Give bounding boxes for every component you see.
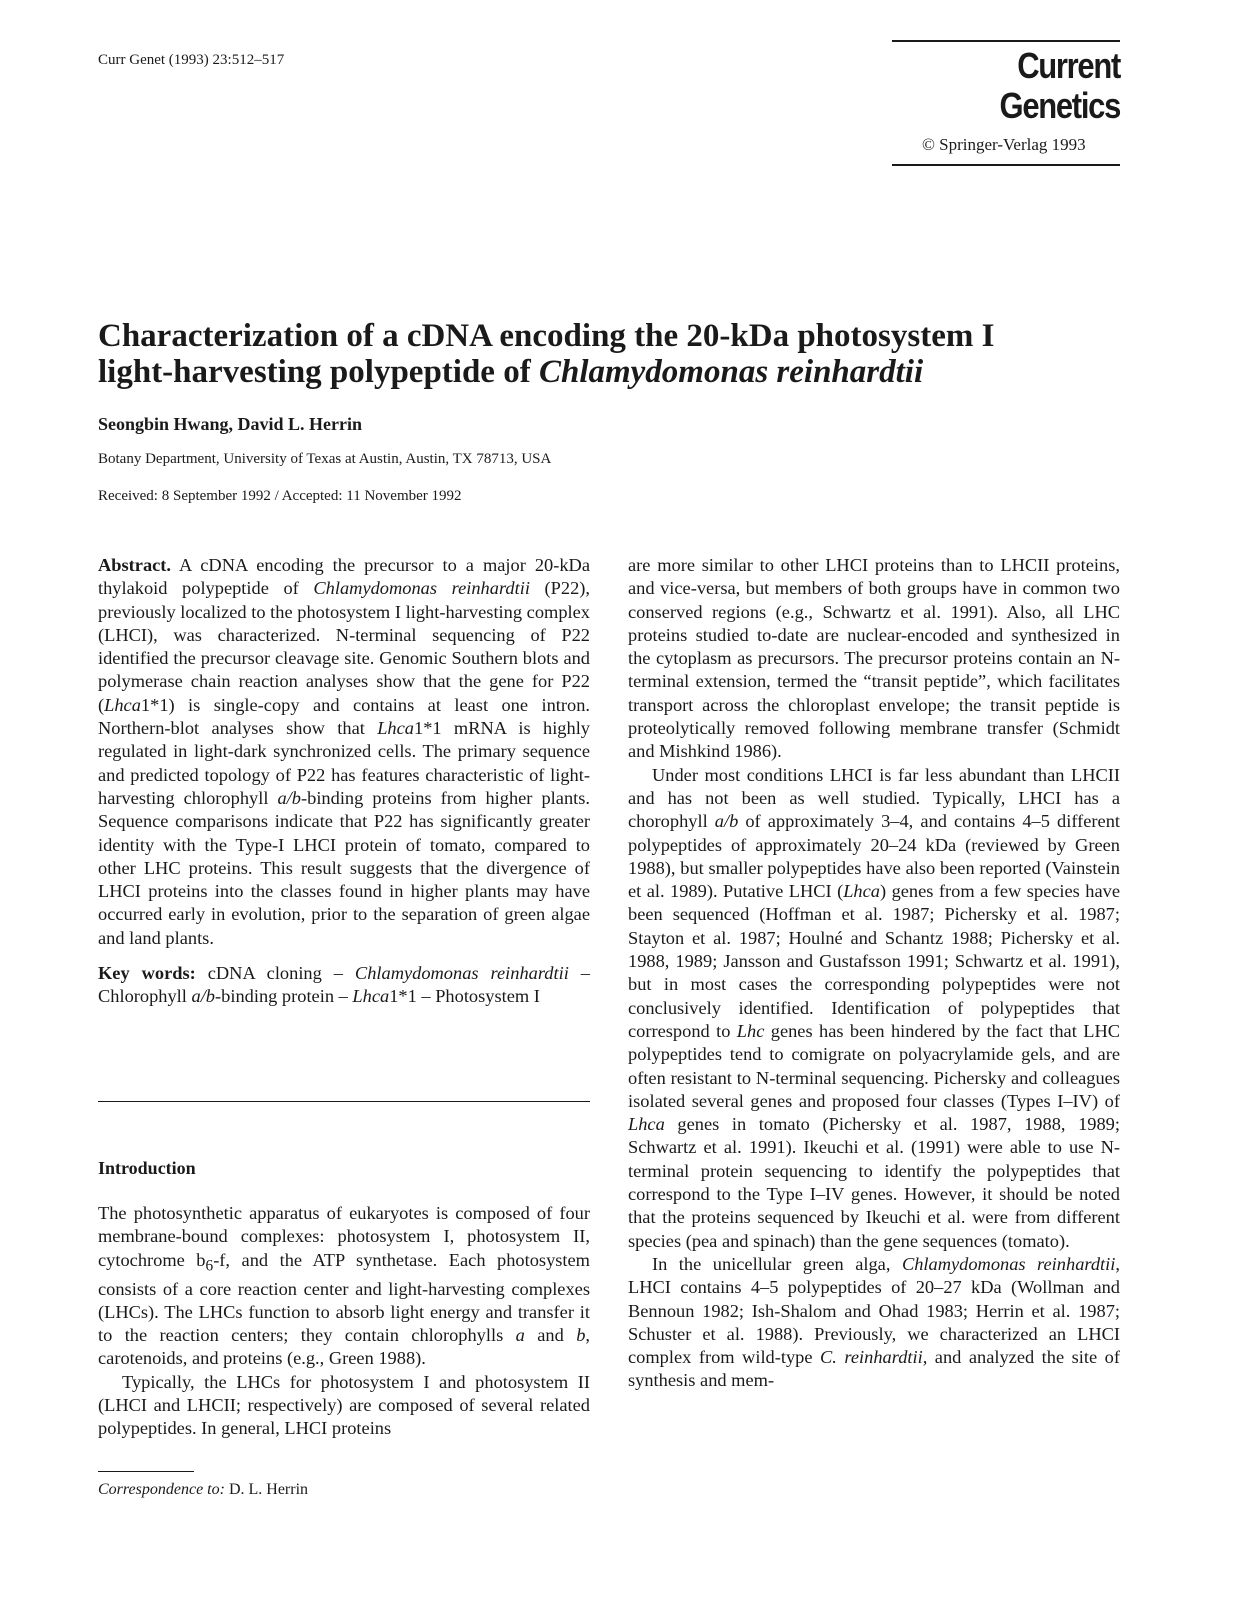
intro-paragraph-2: Typically, the LHCs for photosystem I and photosystem II (LHCI and LHCII; respectively) are composed of several related polypeptides. In general, LHCI proteins: [98, 1371, 590, 1439]
body-text: ) genes from a few species have been sequenced (Hoffman et al. 1987; Pichersky et al. 1987; Stayton et al. 1987; Houlné and Schantz 1988; Pichersky et al. 1988, 1989; Jansson and Gustafsson 1991; Schwartz et al. 1991), but in most cases the corresponding polypeptides were not conclusively identified. Identification of polypeptides that correspond to: [628, 881, 1120, 1041]
left-column: [98, 554, 590, 1009]
body-text: , LHCI contains 4–5 polypeptides of 20–27 kDa (Wollman and Bennoun 1982; Ish-Shalom and Ohad 1983; Herrin et al. 1987; Schuster et al. 1988). Previously, we characterized an LHCI complex from wild-type: [628, 1253, 1120, 1368]
intro-subscript: 6: [205, 1257, 214, 1275]
right-paragraph-1: are more similar to other LHCI proteins than to LHCII proteins, and vice-versa, but members of both groups have in common two conserved regions (e.g., Schwartz et al. 1991). Also, all LHC proteins studied to-date are nuclear-encoded and synthesized in the cytoplasm as precursors. The precursor proteins contain an N-terminal extension, termed the “transit peptide”, which facilitates transport across the chloroplast envelope; the transit peptide is proteolytically removed following membrane transfer (Schmidt and Mishkind 1986).: [628, 555, 1120, 762]
journal-name: Current Genetics: [999, 45, 1120, 126]
keywords-text: 1*1 – Photosystem I: [389, 986, 540, 1007]
intro-italic: a: [515, 1325, 525, 1346]
journal-citation: Curr Genet (1993) 23:512–517: [98, 52, 285, 68]
introduction-body: [98, 1202, 590, 1441]
masthead-bottom-rule: [892, 164, 1120, 166]
right-paragraph-2: [628, 764, 1120, 1253]
body-italic: a/b: [714, 811, 739, 832]
abstract-italic: Lhca: [104, 694, 141, 715]
abstract-italic: Lhca: [377, 718, 414, 739]
body-italic: Lhc: [736, 1020, 765, 1041]
footnote-rule: [98, 1471, 194, 1472]
correspondence-footnote: [98, 1481, 308, 1499]
body-italic: Lhca: [843, 881, 880, 902]
abstract-label: Abstract.: [98, 555, 172, 575]
abstract-text: 1*1 mRNA is highly regulated in light-dark synchronized cells. The primary sequence and predicted topology of P22 has features characteristic of light-harvesting chlorophyll: [98, 718, 590, 808]
title-line-1: Characterization of a cDNA encoding the 20-kDa photosystem I: [98, 318, 995, 354]
correspondence-name: D. L. Herrin: [224, 1481, 309, 1498]
body-text: of approximately 3–4, and contains 4–5 different polypeptides of approximately 20–24 kDa (reviewed by Green 1988), but smaller polypeptides have also been reported (Vainstein et al. 1989). Putative LHCI (: [628, 811, 1120, 902]
right-paragraph-3: [628, 1253, 1120, 1393]
body-text: Under most conditions LHCI is far less abundant than LHCII and has not been as well studied. Typically, LHCI has a chorophyll: [628, 764, 1120, 832]
keywords-text: – Chlorophyll: [98, 963, 590, 1007]
article-title: [98, 318, 1098, 390]
abstract-text: (P22), previously localized to the photosystem I light-harvesting complex (LHCI), was characterized. N-terminal sequencing of P22 identified the precursor cleavage site. Genomic Southern blots and polymerase chain reaction analyses show that the gene for P22 (: [98, 578, 590, 715]
body-text: , and analyzed the site of synthesis and mem-: [628, 1347, 1120, 1391]
keywords-paragraph: [98, 962, 590, 1009]
keywords-italic: Chlamydomonas reinhardtii: [354, 963, 569, 984]
body-italic: Lhca: [628, 1114, 665, 1135]
intro-text: , carotenoids, and proteins (e.g., Green 1988).: [98, 1325, 590, 1369]
keywords-italic: a/b: [191, 986, 216, 1007]
title-species-name: Chlamydomonas reinhardtii: [538, 354, 924, 390]
body-italic: C. reinhardtii: [820, 1347, 923, 1368]
keywords-label: Key words:: [98, 963, 196, 984]
body-text: In the unicellular green alga,: [652, 1253, 902, 1274]
section-divider: [98, 1101, 590, 1102]
abstract-italic: a/b: [277, 787, 301, 808]
keywords-text: -binding protein –: [215, 986, 353, 1007]
copyright-notice: © Springer-Verlag 1993: [922, 135, 1086, 154]
journal-masthead: [892, 40, 1120, 166]
abstract-italic: Chlamydomonas reinhardtii: [313, 578, 530, 599]
abstract-text: A cDNA encoding the precursor to a major 20-kDa thylakoid polypeptide of: [98, 555, 590, 599]
intro-paragraph-1: [98, 1202, 590, 1371]
intro-text: The photosynthetic apparatus of eukaryotes is composed of four membrane-bound complexes: photosystem I, photosystem II, cytochrome b: [98, 1203, 590, 1270]
right-column: [628, 554, 1120, 1393]
title-line-2: light-harvesting polypeptide of: [98, 354, 539, 390]
intro-text: and: [524, 1325, 577, 1346]
abstract-paragraph: [98, 554, 590, 950]
intro-italic: b: [576, 1325, 586, 1346]
introduction-heading: Introduction: [98, 1158, 196, 1178]
correspondence-label: Correspondence to:: [98, 1481, 225, 1498]
body-text: genes has been hindered by the fact that LHC polypeptides tend to comigrate on polyacrylamide gels, and are often resistant to N-terminal sequencing. Pichersky and colleagues isolated several genes and proposed four classes (Types I–IV) of: [628, 1020, 1120, 1111]
keywords-italic: Lhca: [352, 986, 390, 1007]
author-affiliation: Botany Department, University of Texas at Austin, Austin, TX 78713, USA: [98, 451, 552, 467]
keywords-text: cDNA cloning –: [195, 963, 355, 984]
abstract-text: -binding proteins from higher plants. Sequence comparisons indicate that P22 has significantly greater identity with the Type-I LHCI protein of tomato, compared to other LHC proteins. This result suggests that the divergence of LHCI proteins into the classes found in higher plants may have occurred early in evolution, prior to the separation of green algae and land plants.: [98, 787, 590, 948]
article-authors: Seongbin Hwang, David L. Herrin: [98, 414, 363, 434]
masthead-top-rule: [892, 40, 1120, 42]
received-accepted-dates: Received: 8 September 1992 / Accepted: 11 November 1992: [98, 488, 462, 504]
abstract-text: 1*1) is single-copy and contains at least one intron. Northern-blot analyses show that: [98, 694, 590, 739]
body-text: genes in tomato (Pichersky et al. 1987, 1988, 1989; Schwartz et al. 1991). Ikeuchi et al. (1991) were able to use N-terminal protein sequencing to identify the polypeptides that correspond to the Type I–IV genes. However, it should be noted that the proteins sequenced by Ikeuchi et al. were from different species (pea and spinach) than the gene sequences (tomato).: [628, 1114, 1120, 1251]
body-italic: Chlamydomonas reinhardtii: [901, 1253, 1116, 1274]
intro-text: -f, and the ATP synthetase. Each photosystem consists of a core reaction center and light-harvesting complexes (LHCs). The LHCs function to absorb light energy and transfer it to the reaction centers; they contain chlorophylls: [98, 1249, 590, 1346]
